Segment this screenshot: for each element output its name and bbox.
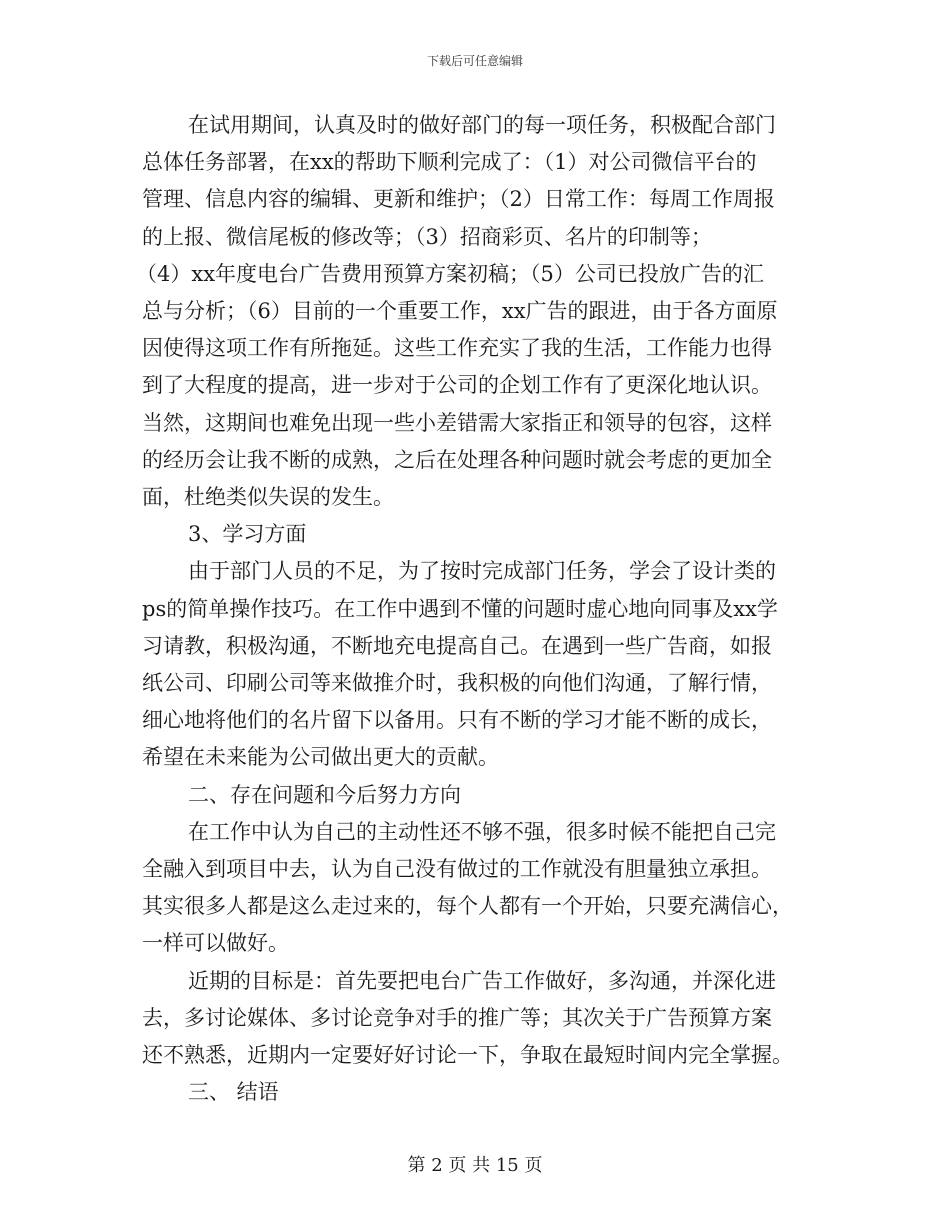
page-number-footer: 第 2 页 共 15 页 (407, 1155, 543, 1176)
text-line: 总体任务部署，在xx的帮助下顺利完成了：（1）对公司微信平台的 (142, 150, 757, 175)
text-line: 纸公司、印刷公司等来做推介时，我积极的向他们沟通，了解行情， (142, 671, 772, 696)
text-line: 细心地将他们的名片留下以备用。只有不断的学习才能不断的成长， (142, 708, 772, 733)
paragraph-study (142, 553, 810, 776)
text-line: 全融入到项目中去，认为自己没有做过的工作就没有胆量独立承担。 (142, 857, 772, 882)
text-line: 还不熟悉，近期内一定要好好讨论一下，争取在最短时间内完全掌握。 (142, 1043, 793, 1068)
text-line: 一样可以做好。 (142, 931, 289, 956)
section-heading-conclusion: 三、 结语 (188, 1080, 279, 1105)
text-line: 其实很多人都是这么走过来的，每个人都有一个开始，只要充满信心， (142, 894, 793, 919)
section-heading-problems: 二、存在问题和今后努力方向 (188, 782, 461, 807)
text-line: 在工作中认为自己的主动性还不够不强，很多时候不能把自己完 (188, 819, 776, 844)
paragraph-trial-period (136, 107, 810, 516)
text-line: 由于部门人员的不足，为了按时完成部门任务，学会了设计类的 (188, 559, 776, 584)
text-line: 管理、信息内容的编辑、更新和维护；（2）日常工作：每周工作周报 (142, 187, 775, 212)
paragraph-goals (142, 963, 810, 1075)
text-line: ps的简单操作技巧。在工作中遇到不懂的问题时虚心地向同事及xx学 (142, 596, 778, 621)
section-heading-study: 3、学习方面 (188, 522, 307, 547)
text-line: 面，杜绝类似失误的发生。 (142, 485, 394, 510)
text-line: 总与分析；（6）目前的一个重要工作，xx广告的跟进，由于各方面原 (142, 299, 778, 324)
text-line: 希望在未来能为公司做出更大的贡献。 (142, 745, 499, 770)
text-line: 因使得这项工作有所拖延。这些工作充实了我的生活，工作能力也得 (142, 336, 772, 361)
text-line: （4）xx年度电台广告费用预算方案初稿；（5）公司已投放广告的汇 (136, 261, 764, 286)
text-line: 到了大程度的提高，进一步对于公司的企划工作有了更深化地认识。 (142, 373, 772, 398)
document-body (136, 107, 810, 1111)
text-line: 当然，这期间也难免出现一些小差错需大家指正和领导的包容，这样 (142, 410, 772, 435)
text-line: 的上报、微信尾板的修改等；（3）招商彩页、名片的印制等； (142, 224, 712, 249)
text-line: 在试用期间，认真及时的做好部门的每一项任务，积极配合部门 (188, 113, 776, 137)
text-line: 习请教，积极沟通，不断地充电提高自己。在遇到一些广告商，如报 (142, 633, 772, 658)
text-line: 去，多讨论媒体、多讨论竞争对手的推广等；其次关于广告预算方案 (142, 1005, 772, 1030)
paragraph-problems (142, 814, 810, 963)
text-line: 的经历会让我不断的成熟，之后在处理各种问题时就会考虑的更加全 (142, 447, 772, 472)
page-header: 下载后可任意编辑 (426, 54, 523, 68)
text-line: 近期的目标是：首先要把电台广告工作做好，多沟通，并深化进 (188, 968, 776, 993)
